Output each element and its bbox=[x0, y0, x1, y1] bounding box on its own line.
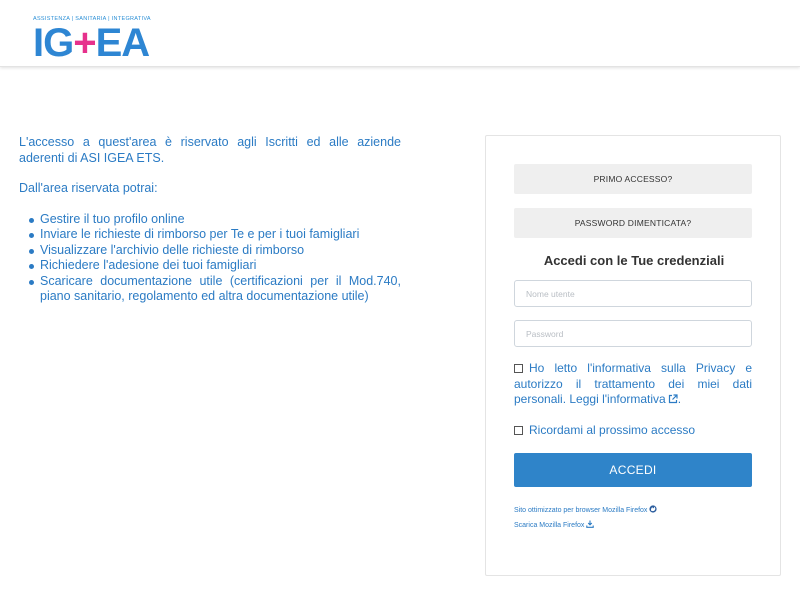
download-firefox-text[interactable]: Scarica Mozilla Firefox bbox=[514, 522, 585, 529]
download-icon bbox=[586, 520, 594, 528]
intro-features-heading: Dall'area riservata potrai: bbox=[19, 181, 158, 195]
privacy-text: Ho letto l'informativa sulla Privacy e autorizzo il trattamento dei miei dati personali. bbox=[514, 361, 752, 406]
download-firefox-link[interactable] bbox=[514, 520, 594, 529]
firefox-icon bbox=[649, 505, 657, 513]
list-item: Scaricare documentazione utile (certificazioni per il Mod.740, piano sanitario, regolamento ed altra documentazione utile) bbox=[19, 274, 401, 305]
login-panel bbox=[485, 135, 781, 576]
first-access-button[interactable]: PRIMO ACCESSO? bbox=[514, 164, 752, 194]
remember-me[interactable] bbox=[514, 423, 752, 437]
username-input[interactable] bbox=[514, 280, 752, 307]
forgot-password-button[interactable]: PASSWORD DIMENTICATA? bbox=[514, 208, 752, 238]
list-item: Visualizzare l'archivio delle richieste di rimborso bbox=[19, 243, 401, 259]
logo-plus: + bbox=[73, 21, 96, 65]
remember-label: Ricordami al prossimo accesso bbox=[529, 423, 696, 437]
browser-note bbox=[514, 505, 657, 514]
list-item: Richiedere l'adesione dei tuoi famigliari bbox=[19, 258, 401, 274]
privacy-end: . bbox=[677, 392, 682, 406]
logo-text-end: EA bbox=[95, 21, 150, 65]
list-item: Inviare le richieste di rimborso per Te e per i tuoi famigliari bbox=[19, 227, 401, 243]
page-header bbox=[0, 0, 800, 67]
login-title: Accedi con le Tue credenziali bbox=[543, 253, 725, 268]
login-button[interactable]: ACCEDI bbox=[514, 453, 752, 487]
privacy-link[interactable]: Leggi l'informativa bbox=[569, 392, 666, 406]
logo-wordmark bbox=[33, 21, 150, 65]
external-link-icon[interactable] bbox=[668, 394, 678, 404]
privacy-checkbox[interactable] bbox=[514, 364, 523, 373]
features-list bbox=[19, 212, 401, 305]
password-input[interactable] bbox=[514, 320, 752, 347]
privacy-consent bbox=[514, 361, 752, 408]
list-item: Gestire il tuo profilo online bbox=[19, 212, 401, 228]
remember-checkbox[interactable] bbox=[514, 426, 523, 435]
igea-logo[interactable] bbox=[33, 16, 151, 65]
browser-note-text: Sito ottimizzato per browser Mozilla Firefox bbox=[514, 507, 648, 514]
intro-section bbox=[19, 135, 401, 305]
logo-tagline: ASSISTENZA | SANITARIA | INTEGRATIVA bbox=[33, 16, 151, 22]
intro-paragraph: L'accesso a quest'area è riservato agli Iscritti ed alle aziende aderenti di ASI IGEA ETS. bbox=[19, 135, 401, 165]
logo-text-start: IG bbox=[33, 21, 74, 65]
